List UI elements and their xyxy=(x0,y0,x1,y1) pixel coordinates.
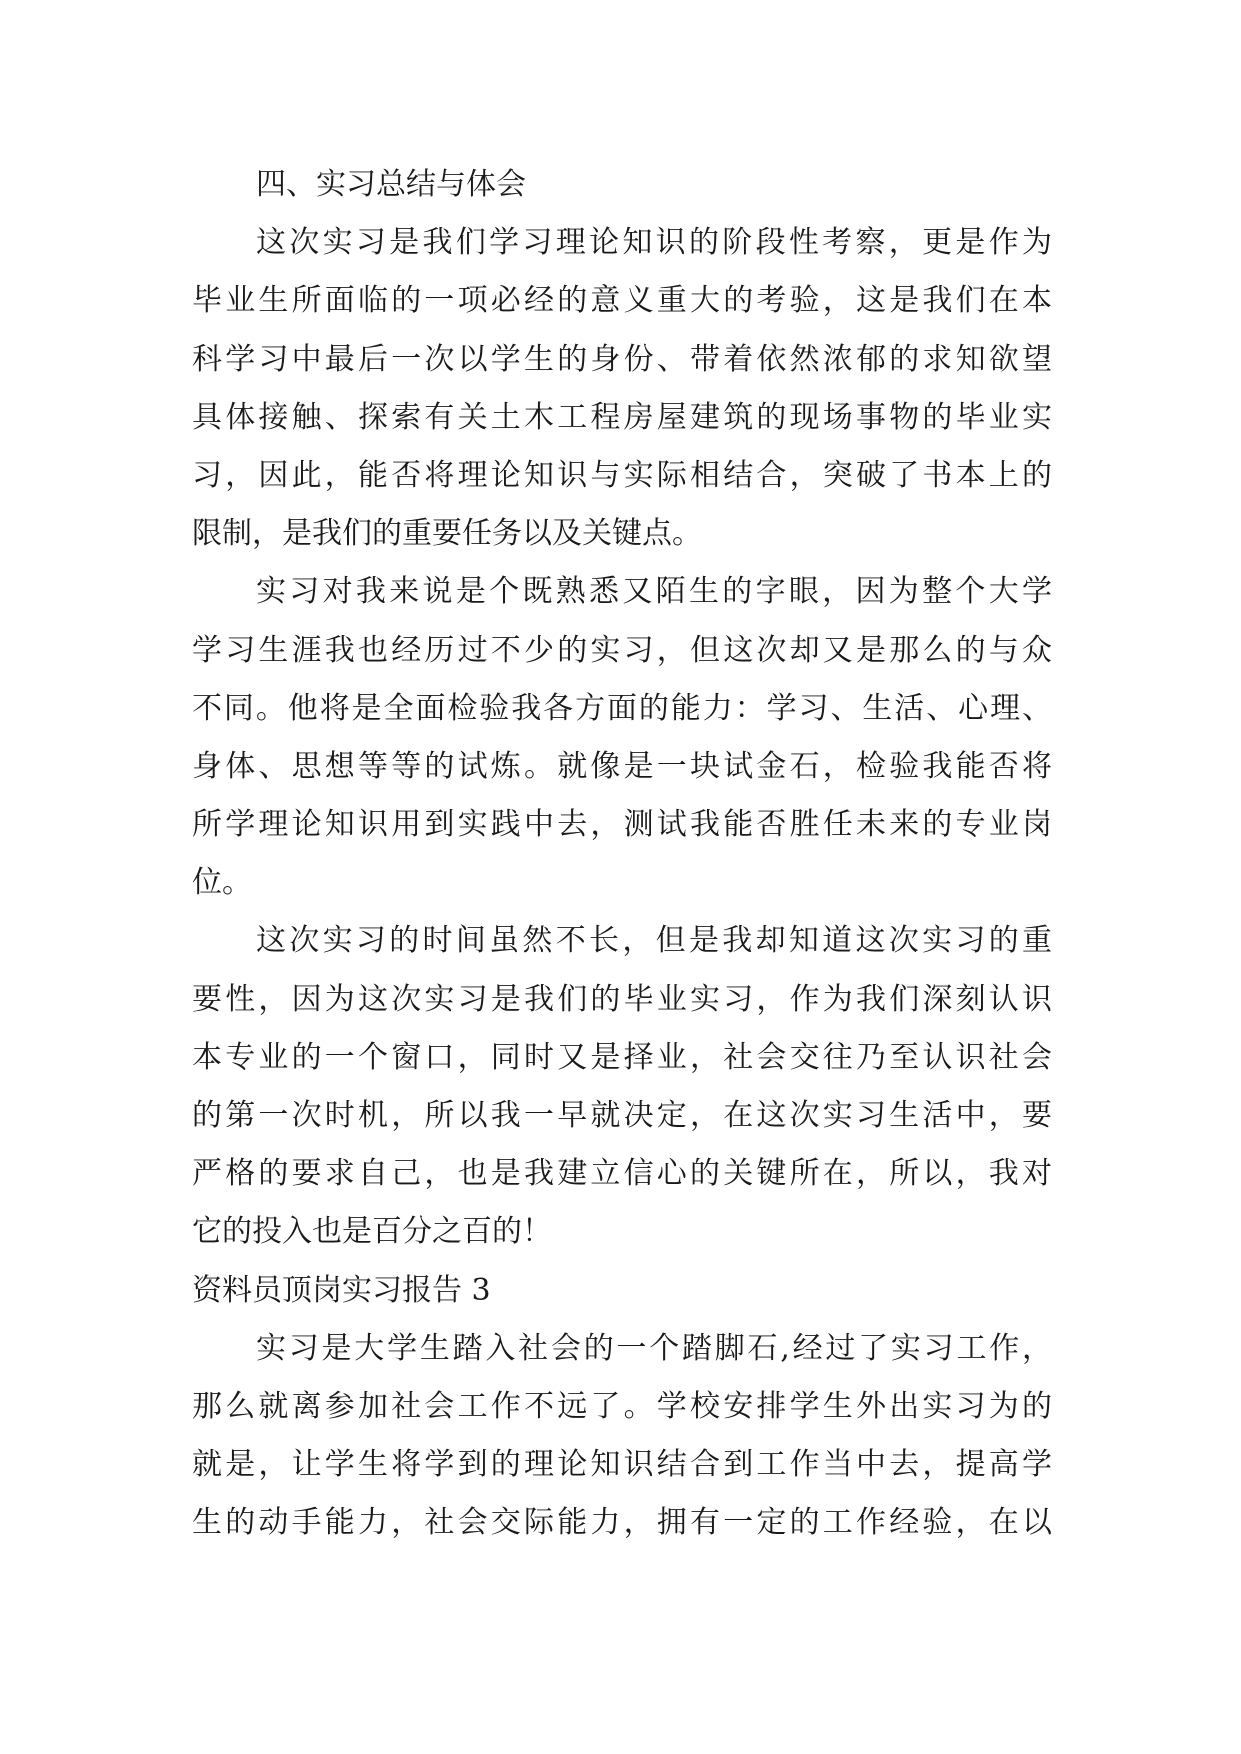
paragraph xyxy=(192,563,1052,912)
paragraph-line: 严格的要求自己，也是我建立信心的关键所在，所以，我对 xyxy=(192,1156,1052,1192)
paragraph-line: 不同。他将是全面检验我各方面的能力：学习、生活、心理、 xyxy=(192,690,1052,726)
paragraph-line: 学习生涯我也经历过不少的实习，但这次却又是那么的与众 xyxy=(192,632,1052,668)
document-body xyxy=(192,156,1052,1553)
paragraph-line: 的第一次时机，所以我一早就决定，在这次实习生活中，要 xyxy=(192,1098,1052,1133)
paragraph-line: 毕业生所面临的一项必经的意义重大的考验，这是我们在本 xyxy=(192,283,1052,319)
paragraph-line: 身体、思想等等的试炼。就像是一块试金石，检验我能否将 xyxy=(192,748,1052,784)
paragraph-line: 它的投入也是百分之百的！ xyxy=(192,1214,552,1250)
paragraph-line: 要性，因为这次实习是我们的毕业实习，作为我们深刻认识 xyxy=(192,981,1052,1017)
paragraph-line: 实习是大学生踏入社会的一个踏脚石,经过了实习工作， xyxy=(256,1330,1052,1366)
paragraph-line: 这次实习是我们学习理论知识的阶段性考察，更是作为 xyxy=(256,225,1052,261)
paragraph-line: 实习对我来说是个既熟悉又陌生的字眼，因为整个大学 xyxy=(256,574,1052,610)
paragraph-line: 限制，是我们的重要任务以及关键点。 xyxy=(192,516,702,552)
paragraph-line: 就是，让学生将学到的理论知识结合到工作当中去，提高学 xyxy=(192,1447,1052,1483)
paragraph-line: 这次实习的时间虽然不长，但是我却知道这次实习的重 xyxy=(256,923,1052,959)
paragraph-line: 具体接触、探索有关土木工程房屋建筑的现场事物的毕业实 xyxy=(192,399,1052,435)
paragraph xyxy=(192,912,1052,1261)
paragraph-line: 所学理论知识用到实践中去，测试我能否胜任未来的专业岗 xyxy=(192,807,1052,843)
section-heading: 四、实习总结与体会 xyxy=(256,167,526,202)
report-heading: 资料员顶岗实习报告 3 xyxy=(192,1272,491,1308)
paragraph-line: 生的动手能力，社会交际能力，拥有一定的工作经验，在以 xyxy=(192,1505,1052,1541)
paragraph-line: 本专业的一个窗口，同时又是择业，社会交往乃至认识社会 xyxy=(192,1039,1052,1075)
paragraph xyxy=(192,1320,1052,1553)
paragraph-line: 位。 xyxy=(192,865,252,901)
paragraph-line: 那么就离参加社会工作不远了。学校安排学生外出实习为的 xyxy=(192,1388,1052,1424)
paragraph-line: 习，因此，能否将理论知识与实际相结合，突破了书本上的 xyxy=(192,457,1052,493)
paragraph-line: 科学习中最后一次以学生的身份、带着依然浓郁的求知欲望 xyxy=(192,341,1052,377)
paragraph xyxy=(192,214,1052,563)
